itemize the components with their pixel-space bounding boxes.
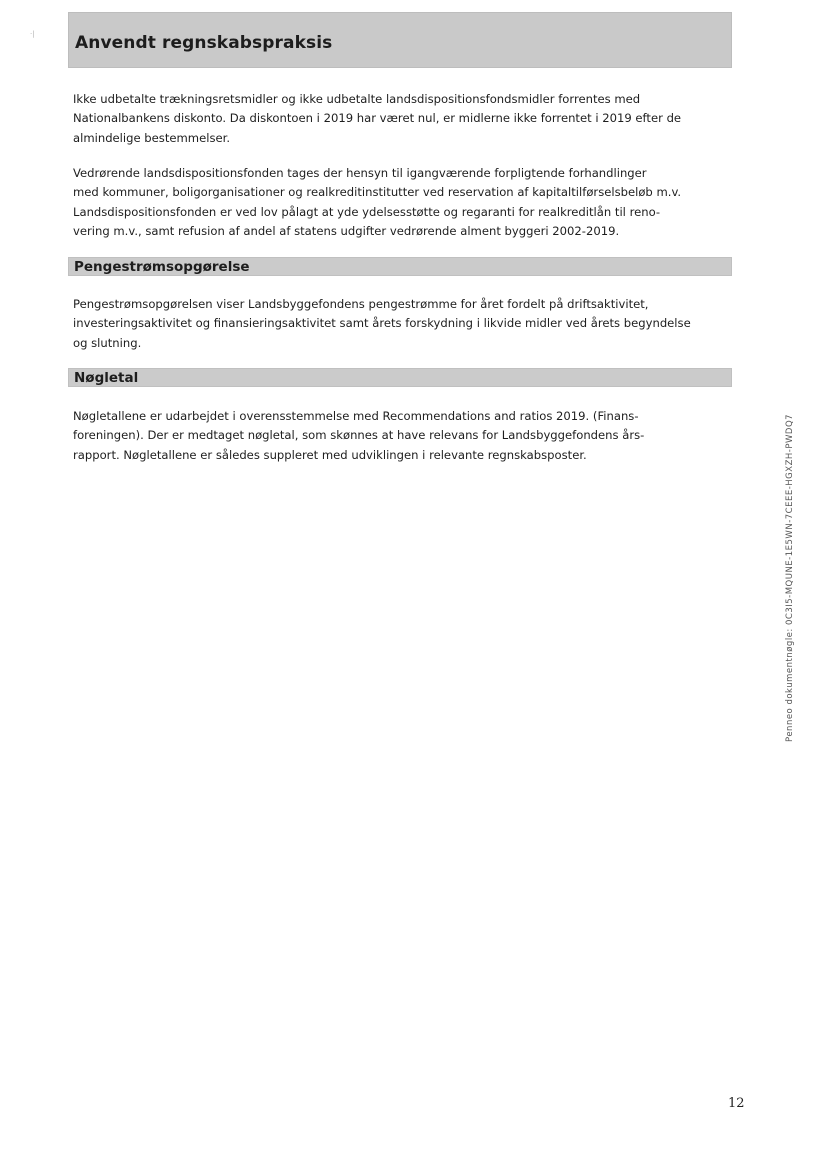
section-header-key-figures <box>68 368 732 387</box>
text-line: Nationalbankens diskonto. Da diskontoen i 2019 har været nul, er midlerne ikke forrentet i 2019 efter de <box>73 111 682 126</box>
section-title-cash-flow: Pengestrømsopgørelse <box>74 259 250 275</box>
paragraph-interest <box>73 90 733 148</box>
page-number: 12 <box>728 1096 745 1111</box>
text-line: rapport. Nøgletallene er således suppleret med udviklingen i relevante regnskabsposter. <box>73 447 587 462</box>
text-line: Nøgletallene er udarbejdet i overensstemmelse med Recommendations and ratios 2019. (Finans- <box>73 409 639 423</box>
document-key-vertical-text: Penneo dokumentnøgle: 0C3I5-MQUNE-1E5WN-7CEEE-HGXZH-PWDQ7 <box>785 413 795 742</box>
section-header-cash-flow <box>68 257 732 276</box>
section-title-accounting-policies: Anvendt regnskabspraksis <box>75 33 333 53</box>
section-title-key-figures: Nøgletal <box>74 370 139 386</box>
text-line: almindelige bestemmelser. <box>73 130 231 145</box>
text-line: vering m.v., samt refusion af andel af statens udgifter vedrørende alment byggeri 2002-2019. <box>73 223 620 238</box>
paragraph-disposition-fund <box>73 164 733 241</box>
text-line: Pengestrømsopgørelsen viser Landsbyggefondens pengestrømme for året fordelt på driftsaktivitet, <box>73 297 649 311</box>
section-header-accounting-policies <box>68 12 732 68</box>
corner-mark: ·| <box>30 30 35 38</box>
text-line: foreningen). Der er medtaget nøgletal, som skønnes at have relevans for Landsbyggefondens års- <box>73 428 645 443</box>
text-line: investeringsaktivitet og finansieringsaktivitet samt årets forskydning i likvide midler ved årets begyndelse <box>73 316 691 331</box>
text-line: og slutning. <box>73 335 142 350</box>
paragraph-cash-flow <box>73 295 733 353</box>
text-line: Vedrørende landsdispositionsfonden tages der hensyn til igangværende forpligtende forhandlinger <box>73 166 647 180</box>
paragraph-key-figures <box>73 407 733 465</box>
text-line: Landsdispositionsfonden er ved lov pålagt at yde ydelsesstøtte og regaranti for realkreditlån til reno- <box>73 204 661 219</box>
text-line: med kommuner, boligorganisationer og realkreditinstitutter ved reservation af kapitaltilførselsbeløb m.v. <box>73 185 682 200</box>
text-line: Ikke udbetalte trækningsretsmidler og ikke udbetalte landsdispositionsfondsmidler forrentes med <box>73 92 641 106</box>
